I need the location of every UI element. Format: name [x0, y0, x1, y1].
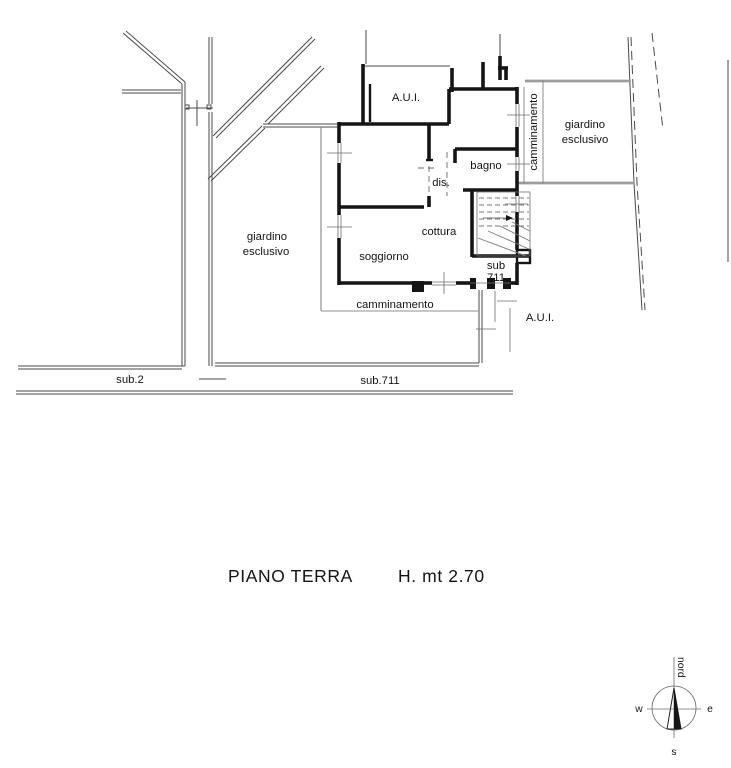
title-height: H. mt 2.70	[398, 566, 485, 586]
compass-needle	[667, 688, 681, 729]
staircase	[477, 192, 530, 256]
road-lines	[16, 290, 513, 394]
compass-south-label: s	[671, 747, 677, 758]
label-giardino-right-line2: esclusivo	[561, 134, 609, 146]
label-sub2: sub.2	[116, 374, 144, 386]
compass-north-label: nord	[675, 657, 686, 678]
boundary-lines-left	[122, 31, 338, 366]
label-sub-interior-line2: 711	[486, 272, 506, 284]
label-camminamento-right: camminamento	[528, 93, 540, 171]
compass-rose	[634, 657, 713, 758]
label-soggiorno: soggiorno	[359, 251, 409, 263]
label-sub711: sub.711	[360, 375, 400, 387]
label-aui-lower: A.U.I.	[525, 312, 555, 324]
label-aui-top: A.U.I.	[391, 92, 421, 104]
title-floor: PIANO TERRA	[228, 566, 353, 586]
label-giardino-left-line1: giardino	[246, 231, 288, 243]
label-sub-interior-line1: sub	[486, 260, 506, 272]
label-dis: dis.	[432, 177, 450, 189]
compass-east-label: e	[707, 704, 713, 715]
label-camminamento-lower: camminamento	[356, 299, 434, 311]
stair-direction-arrow	[483, 215, 513, 221]
boundary-lines-right	[628, 33, 728, 310]
walkway-lines	[321, 81, 634, 311]
aui-top-structure	[363, 30, 508, 124]
label-bagno: bagno	[470, 160, 502, 172]
label-cottura: cottura	[421, 226, 457, 238]
compass-west-label: w	[635, 704, 643, 715]
label-giardino-left-line2: esclusivo	[242, 246, 290, 258]
label-giardino-right-line1: giardino	[564, 119, 606, 131]
title-block	[228, 566, 485, 586]
